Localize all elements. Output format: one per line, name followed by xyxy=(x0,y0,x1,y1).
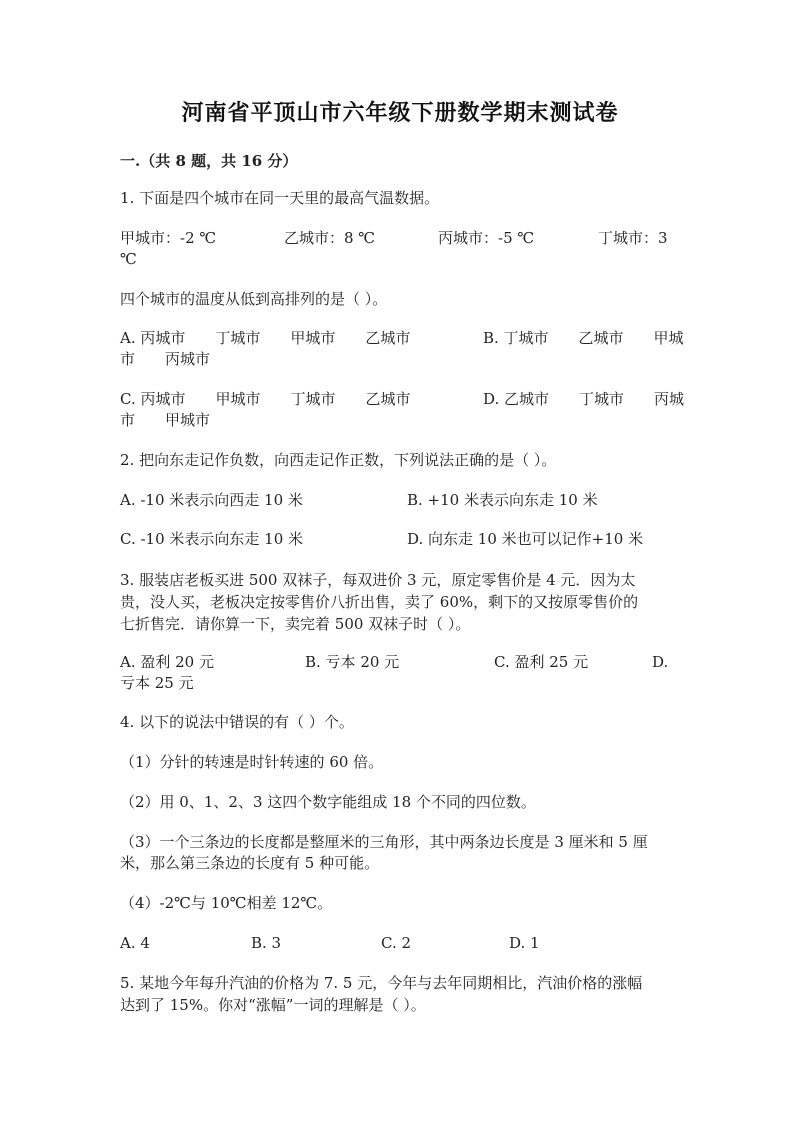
q3-option-d[interactable]: D. xyxy=(652,653,669,671)
q1-city-yi: 乙城市：8 ℃ xyxy=(284,229,376,247)
q2-option-d[interactable]: D. 向东走 10 米也可以记作+10 米 xyxy=(407,530,644,548)
q3-option-c[interactable]: C. 盈利 25 元 xyxy=(494,653,589,671)
q4-statement-2: （2）用 0、1、2、3 这四个数字能组成 18 个不同的四位数。 xyxy=(120,793,536,811)
q5-stem-line1: 5. 某地今年每升汽油的价格为 7. 5 元，今年与去年同期相比，汽油价格的涨幅 xyxy=(120,974,643,992)
page-title: 河南省平顶山市六年级下册数学期末测试卷 xyxy=(181,100,619,126)
q3-option-b[interactable]: B. 亏本 20 元 xyxy=(305,653,400,671)
q1-option-c[interactable]: C. 丙城市 甲城市 丁城市 乙城市 xyxy=(120,390,411,408)
q1-option-b[interactable]: B. 丁城市 乙城市 甲城 xyxy=(483,329,684,347)
q1-option-d-wrap[interactable]: 市 甲城市 xyxy=(120,411,211,429)
q2-option-a[interactable]: A. -10 米表示向西走 10 米 xyxy=(120,491,303,509)
q1-option-d[interactable]: D. 乙城市 丁城市 丙城 xyxy=(483,390,685,408)
q1-city-wrap: ℃ xyxy=(120,250,137,268)
q4-option-d[interactable]: D. 1 xyxy=(509,934,540,952)
q3-stem-line2: 贵，没人买，老板决定按零售价八折出售，卖了 60%，剩下的又按原零售价的 xyxy=(120,593,639,611)
q1-city-ding: 丁城市：3 xyxy=(598,229,668,247)
q1-stem: 1. 下面是四个城市在同一天里的最高气温数据。 xyxy=(120,189,440,207)
q4-option-b[interactable]: B. 3 xyxy=(251,934,282,952)
q4-statement-4: （4）-2℃与 10℃相差 12℃。 xyxy=(120,894,333,912)
q3-option-a[interactable]: A. 盈利 20 元 xyxy=(120,653,214,671)
section-header: 一.（共 8 题，共 16 分） xyxy=(120,152,298,170)
q4-statement-3-line1: （3）一个三条边的长度都是整厘米的三角形，其中两条边长度是 3 厘米和 5 厘 xyxy=(120,833,648,851)
q1-city-bing: 丙城市：-5 ℃ xyxy=(438,229,535,247)
q1-option-a[interactable]: A. 丙城市 丁城市 甲城市 乙城市 xyxy=(120,329,411,347)
q1-option-b-wrap[interactable]: 市 丙城市 xyxy=(120,350,211,368)
q3-stem-line3: 七折售完．请你算一下，卖完着 500 双袜子时（ ）。 xyxy=(120,615,471,633)
q4-option-c[interactable]: C. 2 xyxy=(381,934,412,952)
q4-statement-1: （1）分针的转速是时针转速的 60 倍。 xyxy=(120,753,384,771)
q1-city-jia: 甲城市：-2 ℃ xyxy=(120,229,217,247)
q5-stem-line2: 达到了 15%。你对“涨幅”一词的理解是（ ）。 xyxy=(120,996,426,1014)
q2-option-c[interactable]: C. -10 米表示向东走 10 米 xyxy=(120,530,304,548)
q4-statement-3-line2: 米，那么第三条边的长度有 5 种可能。 xyxy=(120,854,380,872)
q1-prompt: 四个城市的温度从低到高排列的是（ ）。 xyxy=(120,290,388,308)
q3-option-d-wrap[interactable]: 亏本 25 元 xyxy=(120,674,194,692)
q3-stem-line1: 3. 服装店老板买进 500 双袜子，每双进价 3 元，原定零售价是 4 元．因为太 xyxy=(120,571,636,589)
q4-stem: 4. 以下的说法中错误的有（ ）个。 xyxy=(120,713,354,731)
q2-option-b[interactable]: B. +10 米表示向东走 10 米 xyxy=(407,491,598,509)
q2-stem: 2. 把向东走记作负数，向西走记作正数，下列说法正确的是（ ）。 xyxy=(120,451,557,469)
q4-option-a[interactable]: A. 4 xyxy=(120,934,150,952)
